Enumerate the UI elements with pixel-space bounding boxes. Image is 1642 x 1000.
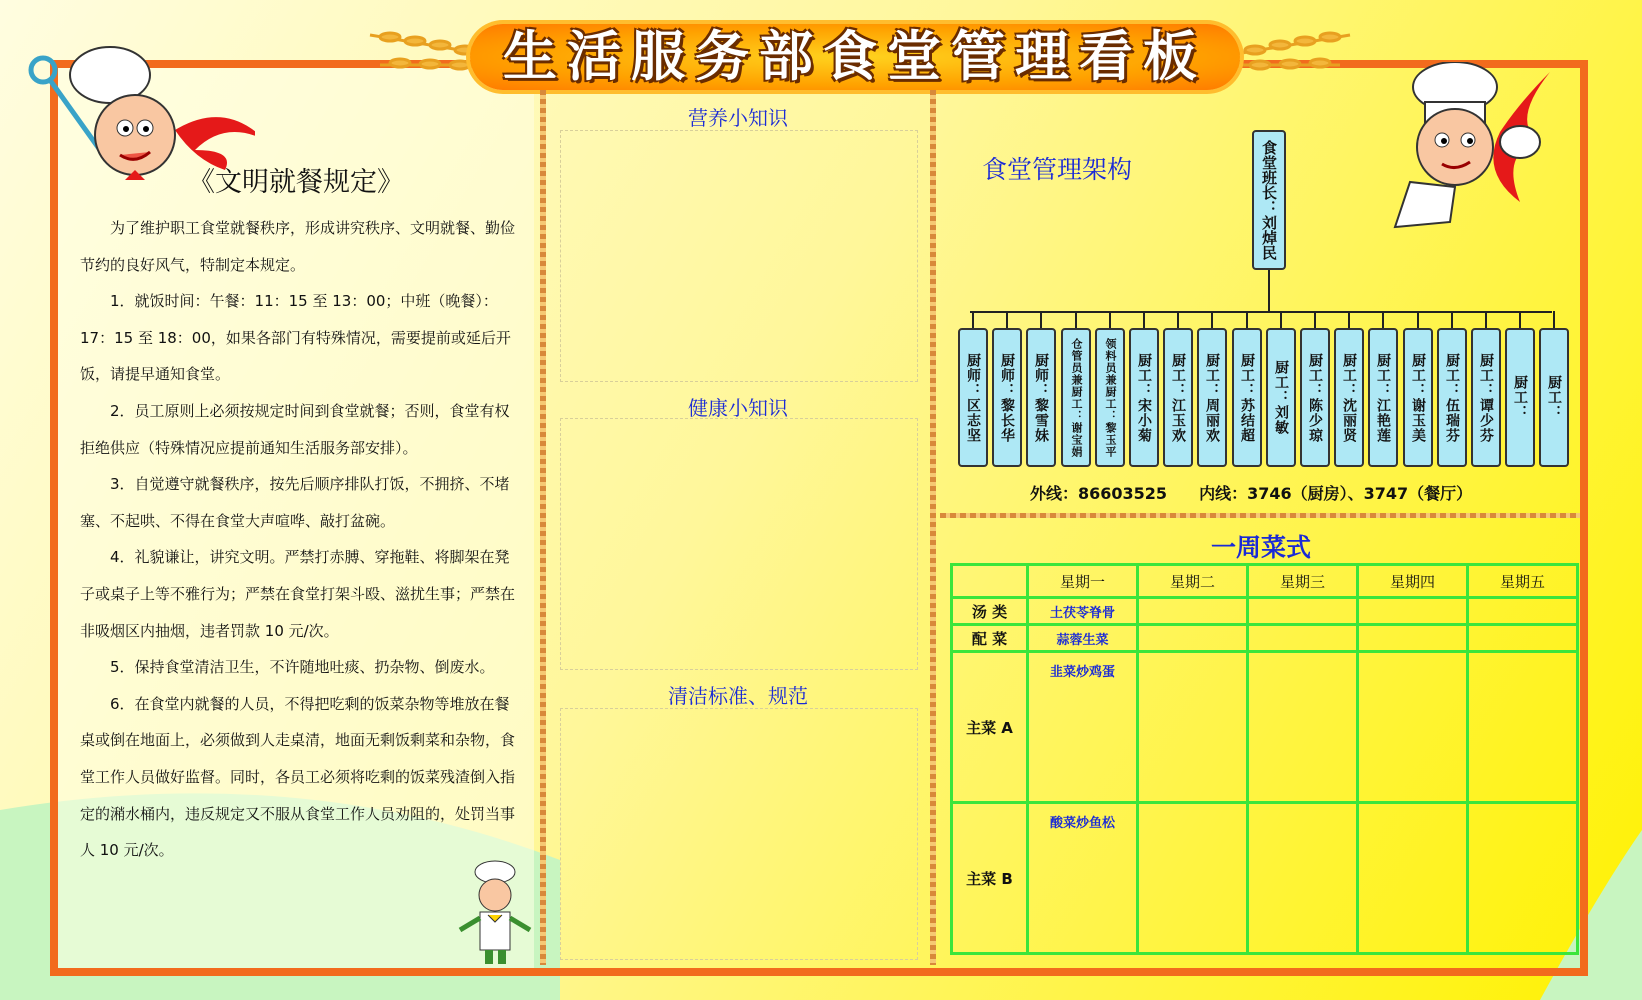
chef-mascot-bottom-icon — [450, 860, 540, 970]
org-connector-stub — [1519, 311, 1521, 329]
org-staff-box: 厨工：陈少琼 — [1300, 328, 1330, 467]
org-staff-box: 厨工：宋小菊 — [1129, 328, 1159, 467]
org-connector-vertical — [1268, 270, 1270, 312]
wheat-right-icon — [1220, 15, 1360, 75]
org-staff-box: 厨工：伍瑞芬 — [1437, 328, 1467, 467]
section-divider-rope — [940, 513, 1580, 518]
org-head-box: 食堂班长：刘焯民 — [1252, 130, 1286, 270]
org-staff-box: 领料员兼厨工：黎玉平 — [1095, 328, 1125, 467]
rules-title: 《文明就餐规定》 — [188, 167, 404, 198]
org-staff-box: 厨工：谭少芬 — [1471, 328, 1501, 467]
rule-item-1: 1．就饭时间：午餐：11：15 至 13：00；中班（晚餐）：17：15 至 18：00，如果各部门有特殊情况，需要提前或延后开饭，请提早通知食堂。 — [80, 292, 511, 384]
menu-row-label: 配 菜 — [952, 625, 1028, 652]
chef-mascot-top-left-icon — [25, 40, 255, 180]
org-staff-box: 厨师：黎长华 — [992, 328, 1022, 467]
org-connector-stub — [1006, 311, 1008, 329]
org-connector-stub — [1553, 311, 1555, 329]
org-connector-stub — [1382, 311, 1384, 329]
org-staff-box: 厨工：苏结超 — [1232, 328, 1262, 467]
rule-item-5: 5．保持食堂清洁卫生，不许随地吐痰、扔杂物、倒废水。 — [110, 658, 495, 677]
org-staff-box: 厨师：区志坚 — [958, 328, 988, 467]
weekly-menu-table — [950, 563, 1579, 955]
menu-day-header: 星期三 — [1248, 565, 1358, 598]
menu-dish-cell: 蒜蓉生菜 — [1028, 625, 1138, 652]
org-staff-box: 厨工：周丽欢 — [1197, 328, 1227, 467]
org-connector-stub — [1451, 311, 1453, 329]
rule-item-4: 4．礼貌谦让，讲究文明。严禁打赤膊、穿拖鞋、将脚架在凳子或桌子上等不雅行为；严禁在食堂打架斗殴、滋扰生事；严禁在非吸烟区内抽烟，违者罚款 10 元/次。 — [80, 548, 516, 640]
org-connector-stub — [1348, 311, 1350, 329]
menu-day-header: 星期五 — [1468, 565, 1578, 598]
org-connector-stub — [1177, 311, 1179, 329]
org-staff-box: 厨工：刘敏 — [1266, 328, 1296, 467]
org-staff-box: 厨工：江玉欢 — [1163, 328, 1193, 467]
org-staff-box: 厨工：江艳莲 — [1368, 328, 1398, 467]
title-banner — [470, 18, 1240, 96]
nutrition-box — [560, 130, 918, 382]
org-connector-stub — [1143, 311, 1145, 329]
chef-mascot-top-right-icon — [1390, 62, 1570, 232]
org-staff-box: 厨工： — [1539, 328, 1569, 467]
org-staff-box: 厨师：黎雪妹 — [1026, 328, 1056, 467]
org-staff-box: 厨工： — [1505, 328, 1535, 467]
rules-body — [80, 210, 520, 869]
rule-item-3: 3．自觉遵守就餐秩序，按先后顺序排队打饭，不拥挤、不堵塞、不起哄、不得在食堂大声喧哗、敲打盆碗。 — [80, 475, 510, 530]
org-connector-horizontal — [970, 311, 1552, 313]
menu-dish-cell: 韭菜炒鸡蛋 — [1028, 652, 1138, 803]
menu-dish-cell: 酸菜炒鱼松 — [1028, 803, 1138, 954]
health-box — [560, 418, 918, 670]
right-divider — [930, 90, 936, 965]
org-connector-stub — [1040, 311, 1042, 329]
rules-intro: 为了维护职工食堂就餐秩序，形成讲究秩序、文明就餐、勤俭节约的良好风气，特制定本规定。 — [80, 219, 516, 274]
cleaning-box — [560, 708, 918, 960]
cleaning-title: 清洁标准、规范 — [668, 684, 808, 708]
menu-row-label: 主菜 B — [952, 803, 1028, 954]
org-connector-stub — [1109, 311, 1111, 329]
org-connector-stub — [1417, 311, 1419, 329]
nutrition-title: 营养小知识 — [688, 106, 788, 130]
org-connector-stub — [1075, 311, 1077, 329]
rule-item-6: 6．在食堂内就餐的人员，不得把吃剩的饭菜杂物等堆放在餐桌或倒在地面上，必须做到人走桌清，地面无剩饭剩菜和杂物，食堂工作人员做好监督。同时，各员工必须将吃剩的饭菜残渣倒入指定的潲水桶内，违反规定又不服从食堂工作人员劝阻的，处罚当事人 10 元/次。 — [80, 694, 516, 860]
org-staff-box: 仓管员兼厨工：谢宝娟 — [1061, 328, 1091, 467]
menu-corner-cell — [952, 565, 1028, 598]
menu-dish-cell: 土茯苓脊骨 — [1028, 598, 1138, 625]
health-title: 健康小知识 — [688, 396, 788, 420]
org-connector-stub — [1314, 311, 1316, 329]
org-chart-title: 食堂管理架构 — [982, 155, 1133, 184]
left-divider — [540, 90, 546, 965]
menu-title: 一周菜式 — [1210, 533, 1311, 562]
page-title: 生活服务部食堂管理看板 — [503, 25, 1207, 88]
org-staff-box: 厨工：沈丽贤 — [1334, 328, 1364, 467]
menu-day-header: 星期二 — [1138, 565, 1248, 598]
menu-row-label: 汤 类 — [952, 598, 1028, 625]
org-connector-stub — [1280, 311, 1282, 329]
org-connector-stub — [1485, 311, 1487, 329]
org-staff-box: 厨工：谢玉美 — [1403, 328, 1433, 467]
org-connector-stub — [1246, 311, 1248, 329]
menu-day-header: 星期一 — [1028, 565, 1138, 598]
rule-item-2: 2．员工原则上必须按规定时间到食堂就餐；否则，食堂有权拒绝供应（特殊情况应提前通知生活服务部安排）。 — [80, 401, 510, 457]
org-connector-stub — [972, 311, 974, 329]
phone-numbers: 外线：86603525 内线：3746（厨房）、3747（餐厅） — [1030, 484, 1473, 503]
org-connector-stub — [1211, 311, 1213, 329]
menu-day-header: 星期四 — [1358, 565, 1468, 598]
menu-row-label: 主菜 A — [952, 652, 1028, 803]
